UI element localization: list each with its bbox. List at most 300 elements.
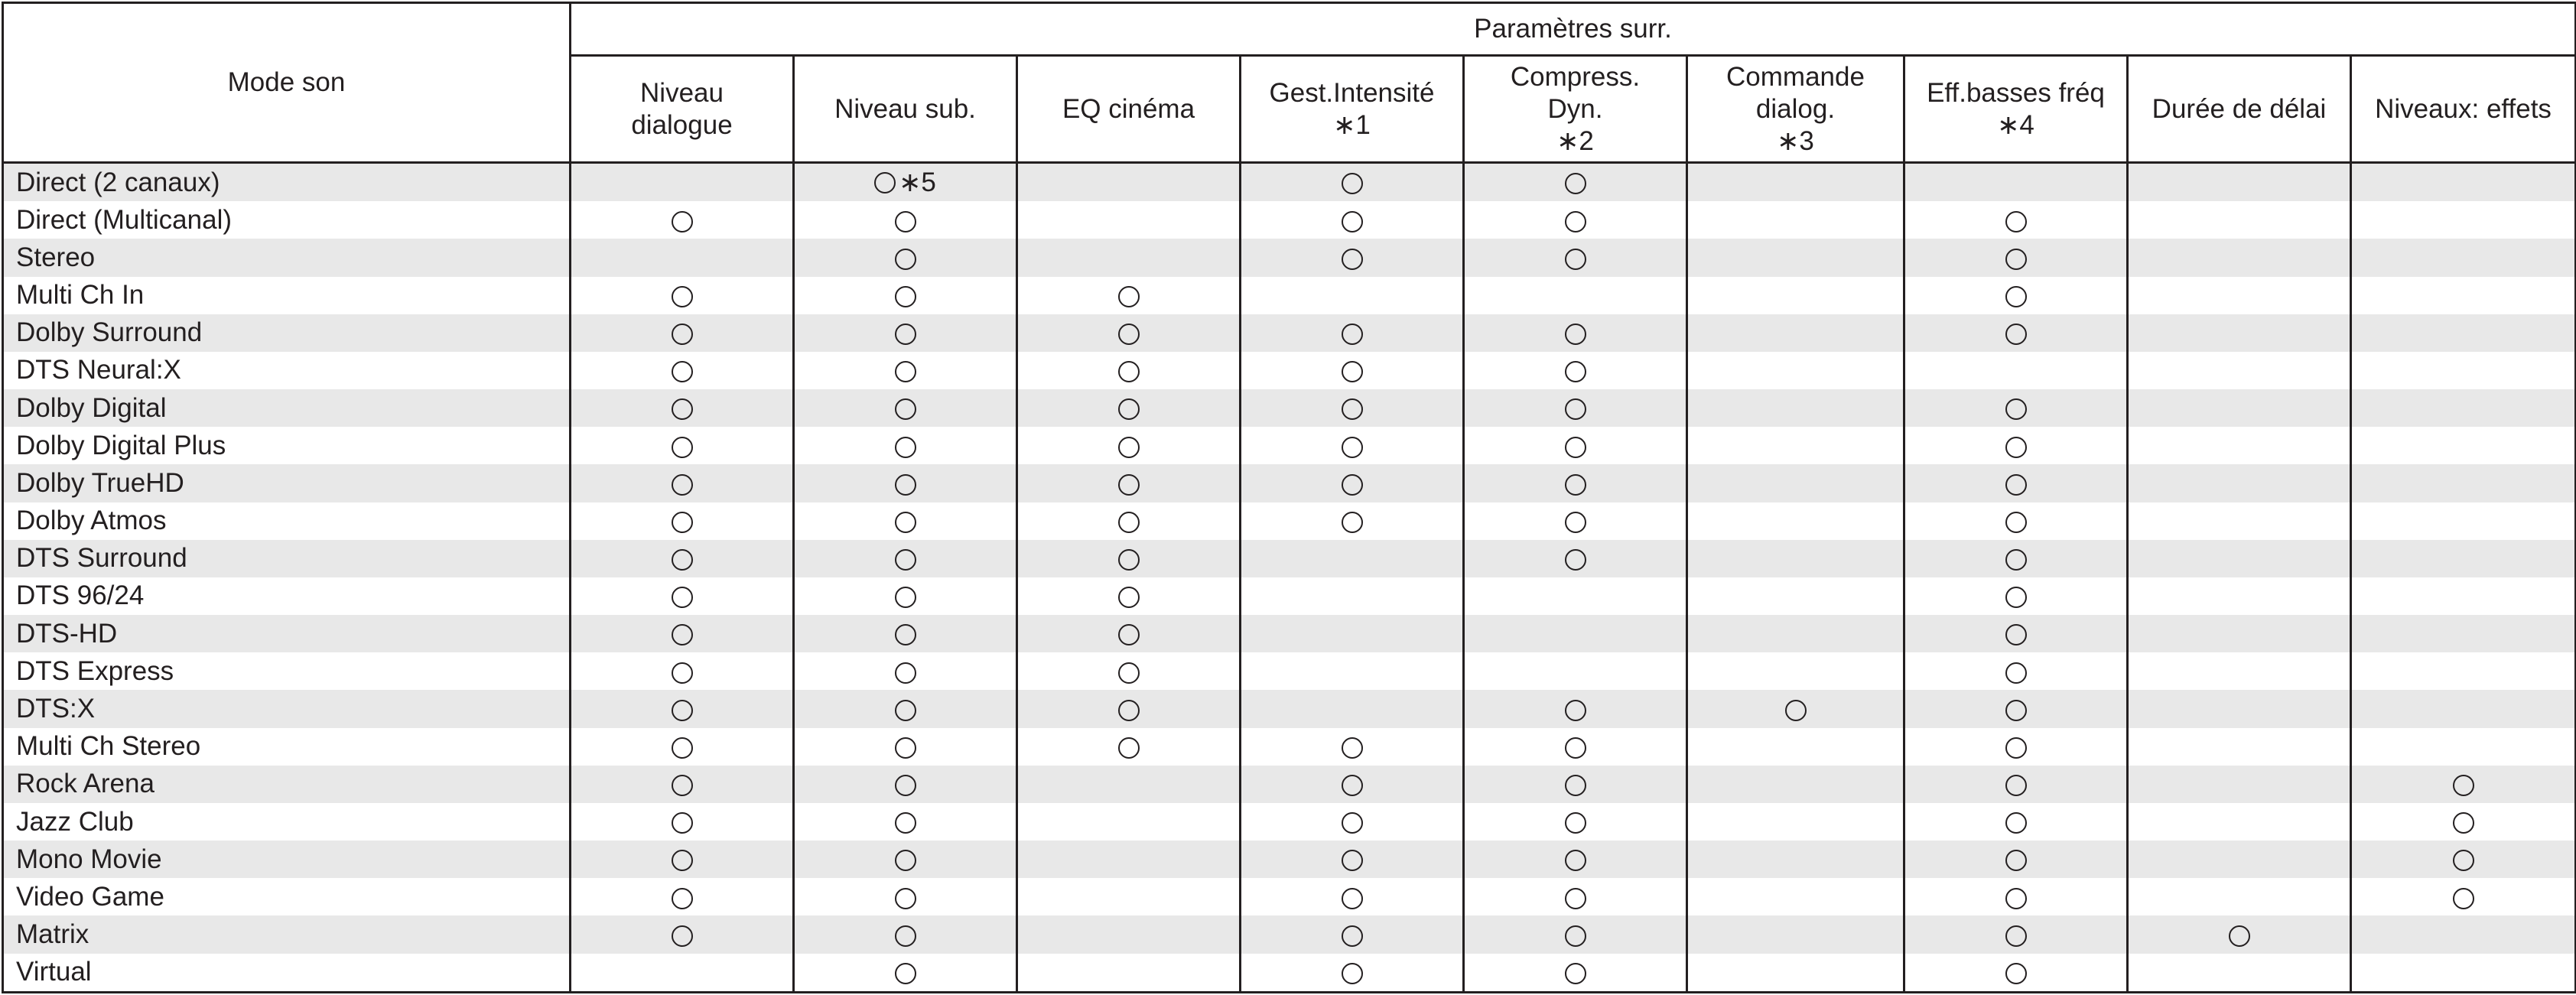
circle-mark-icon: [2005, 474, 2027, 496]
sound-mode-label: Stereo: [3, 239, 571, 276]
circle-mark-icon: [895, 812, 916, 834]
setting-cell: [2128, 163, 2351, 202]
circle-mark-icon: [2453, 850, 2474, 871]
setting-cell: [1904, 201, 2128, 239]
circle-mark-icon: [1565, 963, 1586, 984]
table-row: [3, 277, 2576, 314]
setting-cell: [1464, 277, 1687, 314]
setting-cell: [1687, 615, 1904, 652]
setting-cell: [1017, 239, 1241, 276]
setting-cell: [1464, 464, 1687, 502]
sound-mode-label: DTS Express: [3, 652, 571, 690]
setting-cell: [1017, 766, 1241, 803]
setting-cell: [1017, 163, 1241, 202]
circle-mark-icon: [672, 888, 693, 909]
sound-mode-label: DTS:X: [3, 690, 571, 727]
column-header-line: Niveau: [640, 77, 724, 108]
table-row: [3, 803, 2576, 841]
setting-cell: [794, 878, 1017, 915]
setting-cell: [1241, 841, 1464, 878]
circle-mark-icon: [1342, 474, 1363, 496]
setting-cell: [1464, 728, 1687, 766]
circle-mark-icon: [895, 211, 916, 232]
setting-cell: [2128, 464, 2351, 502]
setting-cell: [1464, 841, 1687, 878]
setting-cell: [794, 464, 1017, 502]
setting-cell: [1017, 652, 1241, 690]
setting-cell: [794, 841, 1017, 878]
circle-mark-icon: [672, 662, 693, 684]
setting-cell: [1241, 239, 1464, 276]
column-header-line: EQ cinéma: [1062, 93, 1195, 124]
column-header-compress-dyn: [1464, 56, 1687, 163]
circle-mark-icon: [672, 286, 693, 307]
setting-cell: [1687, 841, 1904, 878]
setting-cell: [571, 201, 794, 239]
setting-cell: [1687, 163, 1904, 202]
setting-cell: [1017, 915, 1241, 953]
setting-cell: [1241, 878, 1464, 915]
setting-cell: [1241, 766, 1464, 803]
sound-mode-label: Dolby Digital Plus: [3, 427, 571, 464]
setting-cell: [1241, 427, 1464, 464]
sound-mode-label: Multi Ch In: [3, 277, 571, 314]
circle-mark-icon: [1342, 398, 1363, 420]
sound-mode-label: Direct (Multicanal): [3, 201, 571, 239]
setting-cell: [1904, 540, 2128, 577]
setting-cell: [1687, 766, 1904, 803]
circle-mark-icon: [1342, 211, 1363, 232]
circle-mark-icon: [672, 587, 693, 608]
circle-mark-icon: [1565, 211, 1586, 232]
circle-mark-icon: [1342, 512, 1363, 533]
circle-mark-icon: [1342, 249, 1363, 270]
setting-cell: [1241, 954, 1464, 993]
setting-cell: [1464, 239, 1687, 276]
setting-cell: [1904, 427, 2128, 464]
setting-cell: [1687, 239, 1904, 276]
setting-cell: [2128, 577, 2351, 615]
setting-cell: [1017, 427, 1241, 464]
table-header: [3, 3, 2576, 163]
circle-mark-icon: [672, 850, 693, 871]
table-row: [3, 540, 2576, 577]
table-row: [3, 615, 2576, 652]
setting-cell: [571, 878, 794, 915]
setting-cell: [2351, 652, 2576, 690]
setting-cell: [1241, 915, 1464, 953]
sound-mode-label: Matrix: [3, 915, 571, 953]
setting-cell: [794, 277, 1017, 314]
circle-mark-icon: [2453, 888, 2474, 909]
circle-mark-icon: [2005, 549, 2027, 571]
circle-mark-icon: [2005, 963, 2027, 984]
setting-cell: [1687, 277, 1904, 314]
setting-cell: [2351, 915, 2576, 953]
circle-mark-icon: [1565, 324, 1586, 345]
circle-mark-icon: [672, 925, 693, 947]
setting-cell: [1464, 690, 1687, 727]
setting-cell: [1241, 277, 1464, 314]
circle-mark-icon: [1565, 925, 1586, 947]
table-row: [3, 239, 2576, 276]
setting-cell: [1687, 314, 1904, 352]
circle-mark-icon: [1565, 437, 1586, 458]
table-row: [3, 577, 2576, 615]
setting-cell: [1904, 690, 2128, 727]
setting-cell: [1464, 502, 1687, 540]
setting-cell: [794, 540, 1017, 577]
setting-cell: [571, 352, 794, 389]
setting-cell: [1241, 803, 1464, 841]
setting-cell: [2351, 502, 2576, 540]
circle-mark-icon: [1565, 549, 1586, 571]
setting-cell: [2351, 766, 2576, 803]
setting-cell: [794, 352, 1017, 389]
column-header-line: ∗4: [1997, 109, 2034, 140]
setting-cell: [794, 389, 1017, 427]
setting-cell: [2351, 728, 2576, 766]
column-header-line: Niveau sub.: [834, 93, 976, 124]
setting-cell: [794, 652, 1017, 690]
circle-mark-icon: [895, 474, 916, 496]
circle-mark-icon: [1118, 549, 1140, 571]
setting-cell: [571, 652, 794, 690]
setting-cell: [794, 577, 1017, 615]
sound-mode-label: DTS Surround: [3, 540, 571, 577]
setting-cell: [794, 163, 1017, 202]
circle-mark-icon: [874, 172, 896, 193]
circle-mark-icon: [2453, 775, 2474, 796]
setting-cell: [1904, 652, 2128, 690]
setting-cell: [571, 803, 794, 841]
setting-cell: [1241, 389, 1464, 427]
setting-cell: [1241, 352, 1464, 389]
circle-mark-icon: [2005, 587, 2027, 608]
circle-mark-icon: [672, 549, 693, 571]
circle-mark-icon: [1118, 398, 1140, 420]
setting-cell: [2351, 239, 2576, 276]
table-row: [3, 352, 2576, 389]
table-row: [3, 766, 2576, 803]
circle-mark-icon: [1565, 737, 1586, 759]
circle-mark-icon: [672, 398, 693, 420]
circle-mark-icon: [672, 700, 693, 721]
setting-cell: [794, 239, 1017, 276]
setting-cell: [1904, 277, 2128, 314]
setting-cell: [571, 766, 794, 803]
setting-cell: [2351, 427, 2576, 464]
circle-mark-icon: [1785, 700, 1807, 721]
sound-mode-label: Multi Ch Stereo: [3, 728, 571, 766]
sound-mode-label: Jazz Club: [3, 803, 571, 841]
setting-cell: [1464, 766, 1687, 803]
setting-cell: [2351, 803, 2576, 841]
circle-mark-icon: [895, 437, 916, 458]
setting-cell: [571, 464, 794, 502]
setting-cell: [2128, 502, 2351, 540]
setting-cell: [1904, 728, 2128, 766]
table-row: [3, 652, 2576, 690]
setting-cell: [1687, 803, 1904, 841]
setting-cell: [1464, 615, 1687, 652]
setting-cell: [1017, 577, 1241, 615]
table-row: [3, 878, 2576, 915]
circle-mark-icon: [895, 398, 916, 420]
setting-cell: [2351, 352, 2576, 389]
circle-mark-icon: [895, 512, 916, 533]
circle-mark-icon: [895, 888, 916, 909]
setting-cell: [1904, 502, 2128, 540]
setting-cell: [2128, 314, 2351, 352]
circle-mark-icon: [1565, 512, 1586, 533]
setting-cell: [794, 803, 1017, 841]
sound-mode-label: DTS 96/24: [3, 577, 571, 615]
setting-cell: [2128, 690, 2351, 727]
column-header-niveau-dialogue: [571, 56, 794, 163]
circle-mark-icon: [1342, 963, 1363, 984]
table-row: [3, 389, 2576, 427]
setting-cell: [571, 577, 794, 615]
setting-cell: [1241, 728, 1464, 766]
column-header-line: Compress.: [1510, 61, 1641, 92]
circle-mark-icon: [2005, 437, 2027, 458]
setting-cell: [2128, 540, 2351, 577]
setting-cell: [2128, 277, 2351, 314]
setting-cell: [571, 239, 794, 276]
setting-cell: [1687, 954, 1904, 993]
circle-mark-icon: [672, 737, 693, 759]
circle-mark-icon: [1342, 925, 1363, 947]
setting-cell: [1904, 766, 2128, 803]
setting-cell: [1687, 915, 1904, 953]
table-body: [3, 163, 2576, 993]
circle-mark-icon: [1118, 286, 1140, 307]
setting-cell: [2351, 540, 2576, 577]
table-row: [3, 314, 2576, 352]
column-header-eq-cinema: [1017, 56, 1241, 163]
setting-cell: [1904, 954, 2128, 993]
setting-cell: [571, 915, 794, 953]
circle-mark-icon: [895, 963, 916, 984]
setting-cell: [571, 277, 794, 314]
setting-cell: [794, 728, 1017, 766]
setting-cell: [571, 502, 794, 540]
setting-cell: [1017, 540, 1241, 577]
setting-cell: [2351, 201, 2576, 239]
circle-mark-icon: [1565, 888, 1586, 909]
setting-cell: [1464, 540, 1687, 577]
table-row: [3, 954, 2576, 993]
column-header-niveaux-effets: [2351, 56, 2576, 163]
setting-cell: [2128, 915, 2351, 953]
circle-mark-icon: [1565, 850, 1586, 871]
setting-cell: [2351, 690, 2576, 727]
circle-mark-icon: [1118, 474, 1140, 496]
setting-cell: [1464, 803, 1687, 841]
setting-cell: [1017, 878, 1241, 915]
circle-mark-icon: [672, 474, 693, 496]
setting-cell: [1464, 314, 1687, 352]
setting-cell: [1017, 615, 1241, 652]
circle-mark-icon: [1565, 700, 1586, 721]
setting-cell: [1687, 577, 1904, 615]
table-row: [3, 690, 2576, 727]
circle-mark-icon: [1118, 512, 1140, 533]
table-row: [3, 464, 2576, 502]
setting-cell: [571, 389, 794, 427]
circle-mark-icon: [2005, 512, 2027, 533]
setting-cell: [2128, 841, 2351, 878]
setting-cell: [2128, 615, 2351, 652]
setting-cell: [1687, 389, 1904, 427]
setting-cell: [2351, 464, 2576, 502]
setting-cell: [2128, 652, 2351, 690]
circle-mark-icon: [895, 249, 916, 270]
setting-cell: [1904, 352, 2128, 389]
column-header-line: Commande: [1726, 61, 1865, 92]
circle-mark-icon: [1118, 437, 1140, 458]
table-row: [3, 841, 2576, 878]
setting-cell: [571, 314, 794, 352]
setting-cell: [1017, 389, 1241, 427]
setting-cell: [1241, 652, 1464, 690]
column-header-commande-dialog: [1687, 56, 1904, 163]
circle-mark-icon: [1565, 398, 1586, 420]
setting-cell: [1904, 314, 2128, 352]
circle-mark-icon: [2005, 925, 2027, 947]
setting-cell: [1904, 615, 2128, 652]
sound-mode-label: Dolby Surround: [3, 314, 571, 352]
setting-cell: [1017, 352, 1241, 389]
setting-cell: [1687, 464, 1904, 502]
setting-cell: [1017, 728, 1241, 766]
column-header-duree-delai: [2128, 56, 2351, 163]
setting-cell: [2128, 201, 2351, 239]
setting-cell: [1241, 540, 1464, 577]
setting-cell: [571, 690, 794, 727]
circle-mark-icon: [1118, 587, 1140, 608]
circle-mark-icon: [895, 286, 916, 307]
column-header-line: dialogue: [631, 109, 733, 140]
setting-cell: [1464, 389, 1687, 427]
setting-cell: [571, 841, 794, 878]
circle-mark-icon: [1565, 249, 1586, 270]
setting-cell: [1017, 954, 1241, 993]
column-header-line: Durée de délai: [2152, 93, 2327, 124]
circle-mark-icon: [672, 812, 693, 834]
setting-cell: [1687, 878, 1904, 915]
setting-cell: [571, 954, 794, 993]
setting-cell: [1017, 841, 1241, 878]
setting-cell: [1017, 464, 1241, 502]
circle-mark-icon: [895, 925, 916, 947]
footnote-ref: ∗5: [899, 167, 936, 198]
setting-cell: [1464, 878, 1687, 915]
setting-cell: [1687, 502, 1904, 540]
setting-cell: [1464, 163, 1687, 202]
setting-cell: [1241, 201, 1464, 239]
setting-cell: [1904, 841, 2128, 878]
parameters-group-header: Paramètres surr.: [571, 3, 2576, 56]
setting-cell: [1464, 577, 1687, 615]
sound-mode-label: Video Game: [3, 878, 571, 915]
circle-mark-icon: [1118, 662, 1140, 684]
setting-cell: [1464, 954, 1687, 993]
circle-mark-icon: [1342, 324, 1363, 345]
table-row: [3, 502, 2576, 540]
sound-mode-label: Mono Movie: [3, 841, 571, 878]
circle-mark-icon: [895, 324, 916, 345]
circle-mark-icon: [672, 324, 693, 345]
sound-mode-label: DTS-HD: [3, 615, 571, 652]
column-header-line: Gest.Intensité: [1269, 77, 1435, 108]
circle-mark-icon: [672, 437, 693, 458]
setting-cell: [1687, 201, 1904, 239]
circle-mark-icon: [2005, 737, 2027, 759]
circle-mark-icon: [895, 700, 916, 721]
circle-mark-icon: [1342, 737, 1363, 759]
circle-mark-icon: [2005, 700, 2027, 721]
setting-cell: [2128, 728, 2351, 766]
column-header-line: dialog.: [1755, 93, 1836, 124]
circle-mark-icon: [2005, 812, 2027, 834]
circle-mark-icon: [1342, 173, 1363, 194]
setting-cell: [1241, 615, 1464, 652]
setting-cell: [1904, 915, 2128, 953]
circle-mark-icon: [1342, 775, 1363, 796]
circle-mark-icon: [2005, 624, 2027, 645]
setting-cell: [2351, 314, 2576, 352]
circle-mark-icon: [1118, 737, 1140, 759]
setting-cell: [1904, 878, 2128, 915]
table-row: [3, 163, 2576, 202]
circle-mark-icon: [895, 549, 916, 571]
setting-cell: [1017, 314, 1241, 352]
setting-cell: [794, 615, 1017, 652]
circle-mark-icon: [895, 361, 916, 382]
circle-mark-icon: [1118, 700, 1140, 721]
circle-mark-icon: [672, 361, 693, 382]
setting-cell: [1904, 464, 2128, 502]
circle-mark-icon: [2005, 398, 2027, 420]
setting-cell: [794, 502, 1017, 540]
setting-cell: [1241, 502, 1464, 540]
sound-mode-label: Dolby TrueHD: [3, 464, 571, 502]
setting-cell: [2351, 954, 2576, 993]
circle-mark-icon: [672, 211, 693, 232]
setting-cell: [1687, 652, 1904, 690]
circle-mark-icon: [1118, 624, 1140, 645]
circle-mark-icon: [2005, 249, 2027, 270]
circle-mark-icon: [672, 624, 693, 645]
table-row: [3, 201, 2576, 239]
setting-cell: [571, 615, 794, 652]
setting-cell: [794, 314, 1017, 352]
column-header-line: Eff.basses fréq: [1927, 77, 2105, 108]
setting-cell: [2351, 163, 2576, 202]
column-header-line: ∗3: [1777, 125, 1814, 156]
circle-mark-icon: [2005, 211, 2027, 232]
column-header-line: ∗2: [1556, 125, 1594, 156]
setting-cell: [2351, 277, 2576, 314]
circle-mark-icon: [2005, 324, 2027, 345]
circle-mark-icon: [2005, 775, 2027, 796]
circle-mark-icon: [895, 587, 916, 608]
circle-mark-icon: [895, 662, 916, 684]
setting-cell: [571, 427, 794, 464]
setting-cell: [794, 201, 1017, 239]
